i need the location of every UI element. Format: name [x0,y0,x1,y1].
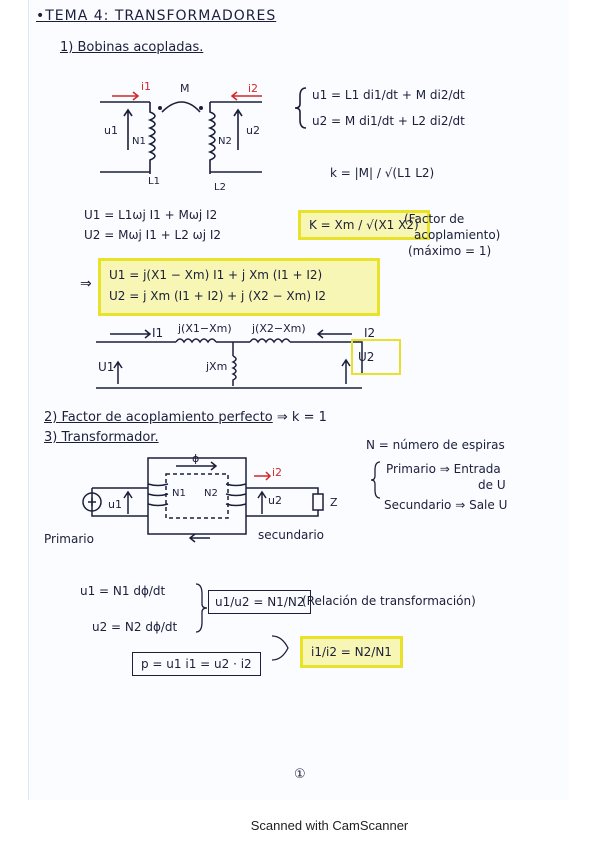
ratio-box: u1/u2 = N1/N2 [208,590,311,614]
scanner-watermark: Scanned with CamScanner [250,818,409,833]
circ-U1: U1 [98,360,115,374]
label-i1: i1 [141,80,152,93]
fig3-secundario: secundario [258,528,325,542]
eq3-u2: u2 = N2 dϕ/dt [92,620,178,634]
eq-U1-phasor: U1 = L1ωj I1 + Mωj I2 [84,208,218,222]
brace-result [272,636,288,660]
label-M: M [180,82,190,95]
label-L2: L2 [214,182,226,193]
section-1-heading: 1) Bobinas acopladas. [60,40,204,55]
circ-I1: I1 [152,326,164,340]
k-factor-note-1: (Factor de [404,212,465,226]
power-box: p = u1 i1 = u2 · i2 [132,652,261,676]
fig3-Z: Z [330,496,338,509]
note-primario: Primario ⇒ Entrada [386,462,501,476]
fig3-u1: u1 [108,498,122,511]
circ-I2: I2 [364,326,376,340]
fig3-i2: i2 [272,466,283,479]
fig3-phi: ϕ [192,452,200,465]
eq-u1: u1 = L1 di1/dt + M di2/dt [312,88,465,102]
system-line-1: U1 = j(X1 − Xm) I1 + j Xm (I1 + I2) [109,268,323,282]
k-box: K = Xm / √(X1 X2) [298,210,430,240]
k-factor-note-2: acoplamiento) [414,228,501,242]
eq3-u1: u1 = N1 dϕ/dt [80,584,166,598]
label-u2: u2 [246,124,260,137]
label-L1: L1 [148,176,160,187]
eq-u2: u2 = M di1/dt + L2 di2/dt [312,114,465,128]
label-i2: i2 [248,82,259,95]
page-number: ① [294,767,306,782]
section-3-heading: 3) Transformador. [44,430,159,445]
fig3-N1: N1 [172,488,186,499]
eq-U2-phasor: U2 = Mωj I1 + L2 ωj I2 [84,228,222,242]
fig3-u2: u2 [268,494,282,507]
label-u1: u1 [104,124,118,137]
circ-xm: jXm [206,360,228,373]
note-primario-2: de U [478,478,506,492]
k-factor-note-3: (máximo = 1) [408,244,492,258]
current-box: i1/i2 = N2/N1 [300,636,403,668]
eq-k: k = |M| / √(L1 L2) [330,166,435,180]
label-N1: N1 [132,136,146,147]
fig3-primario: Primario [44,532,94,546]
page-title: •TEMA 4: TRANSFORMADORES [36,8,277,24]
circ-x1: j(X1−Xm) [178,322,232,335]
system-line-2: U2 = j Xm (I1 + I2) + j (X2 − Xm) I2 [109,289,327,303]
ratio-relation: (Relación de transformación) [302,594,476,608]
section-2-heading: 2) Factor de acoplamiento perfecto ⇒ k = 1 [44,410,327,425]
fig3-N2: N2 [204,488,218,499]
implies-arrow: ⇒ [80,276,92,292]
note-secundario: Secundario ⇒ Sale U [384,498,508,512]
circ-x2: j(X2−Xm) [252,322,306,335]
brace-eqs3 [196,584,207,632]
note-n-espiras: N = número de espiras [366,438,505,452]
label-N2: N2 [218,136,232,147]
circ-U2: U2 [358,350,375,364]
